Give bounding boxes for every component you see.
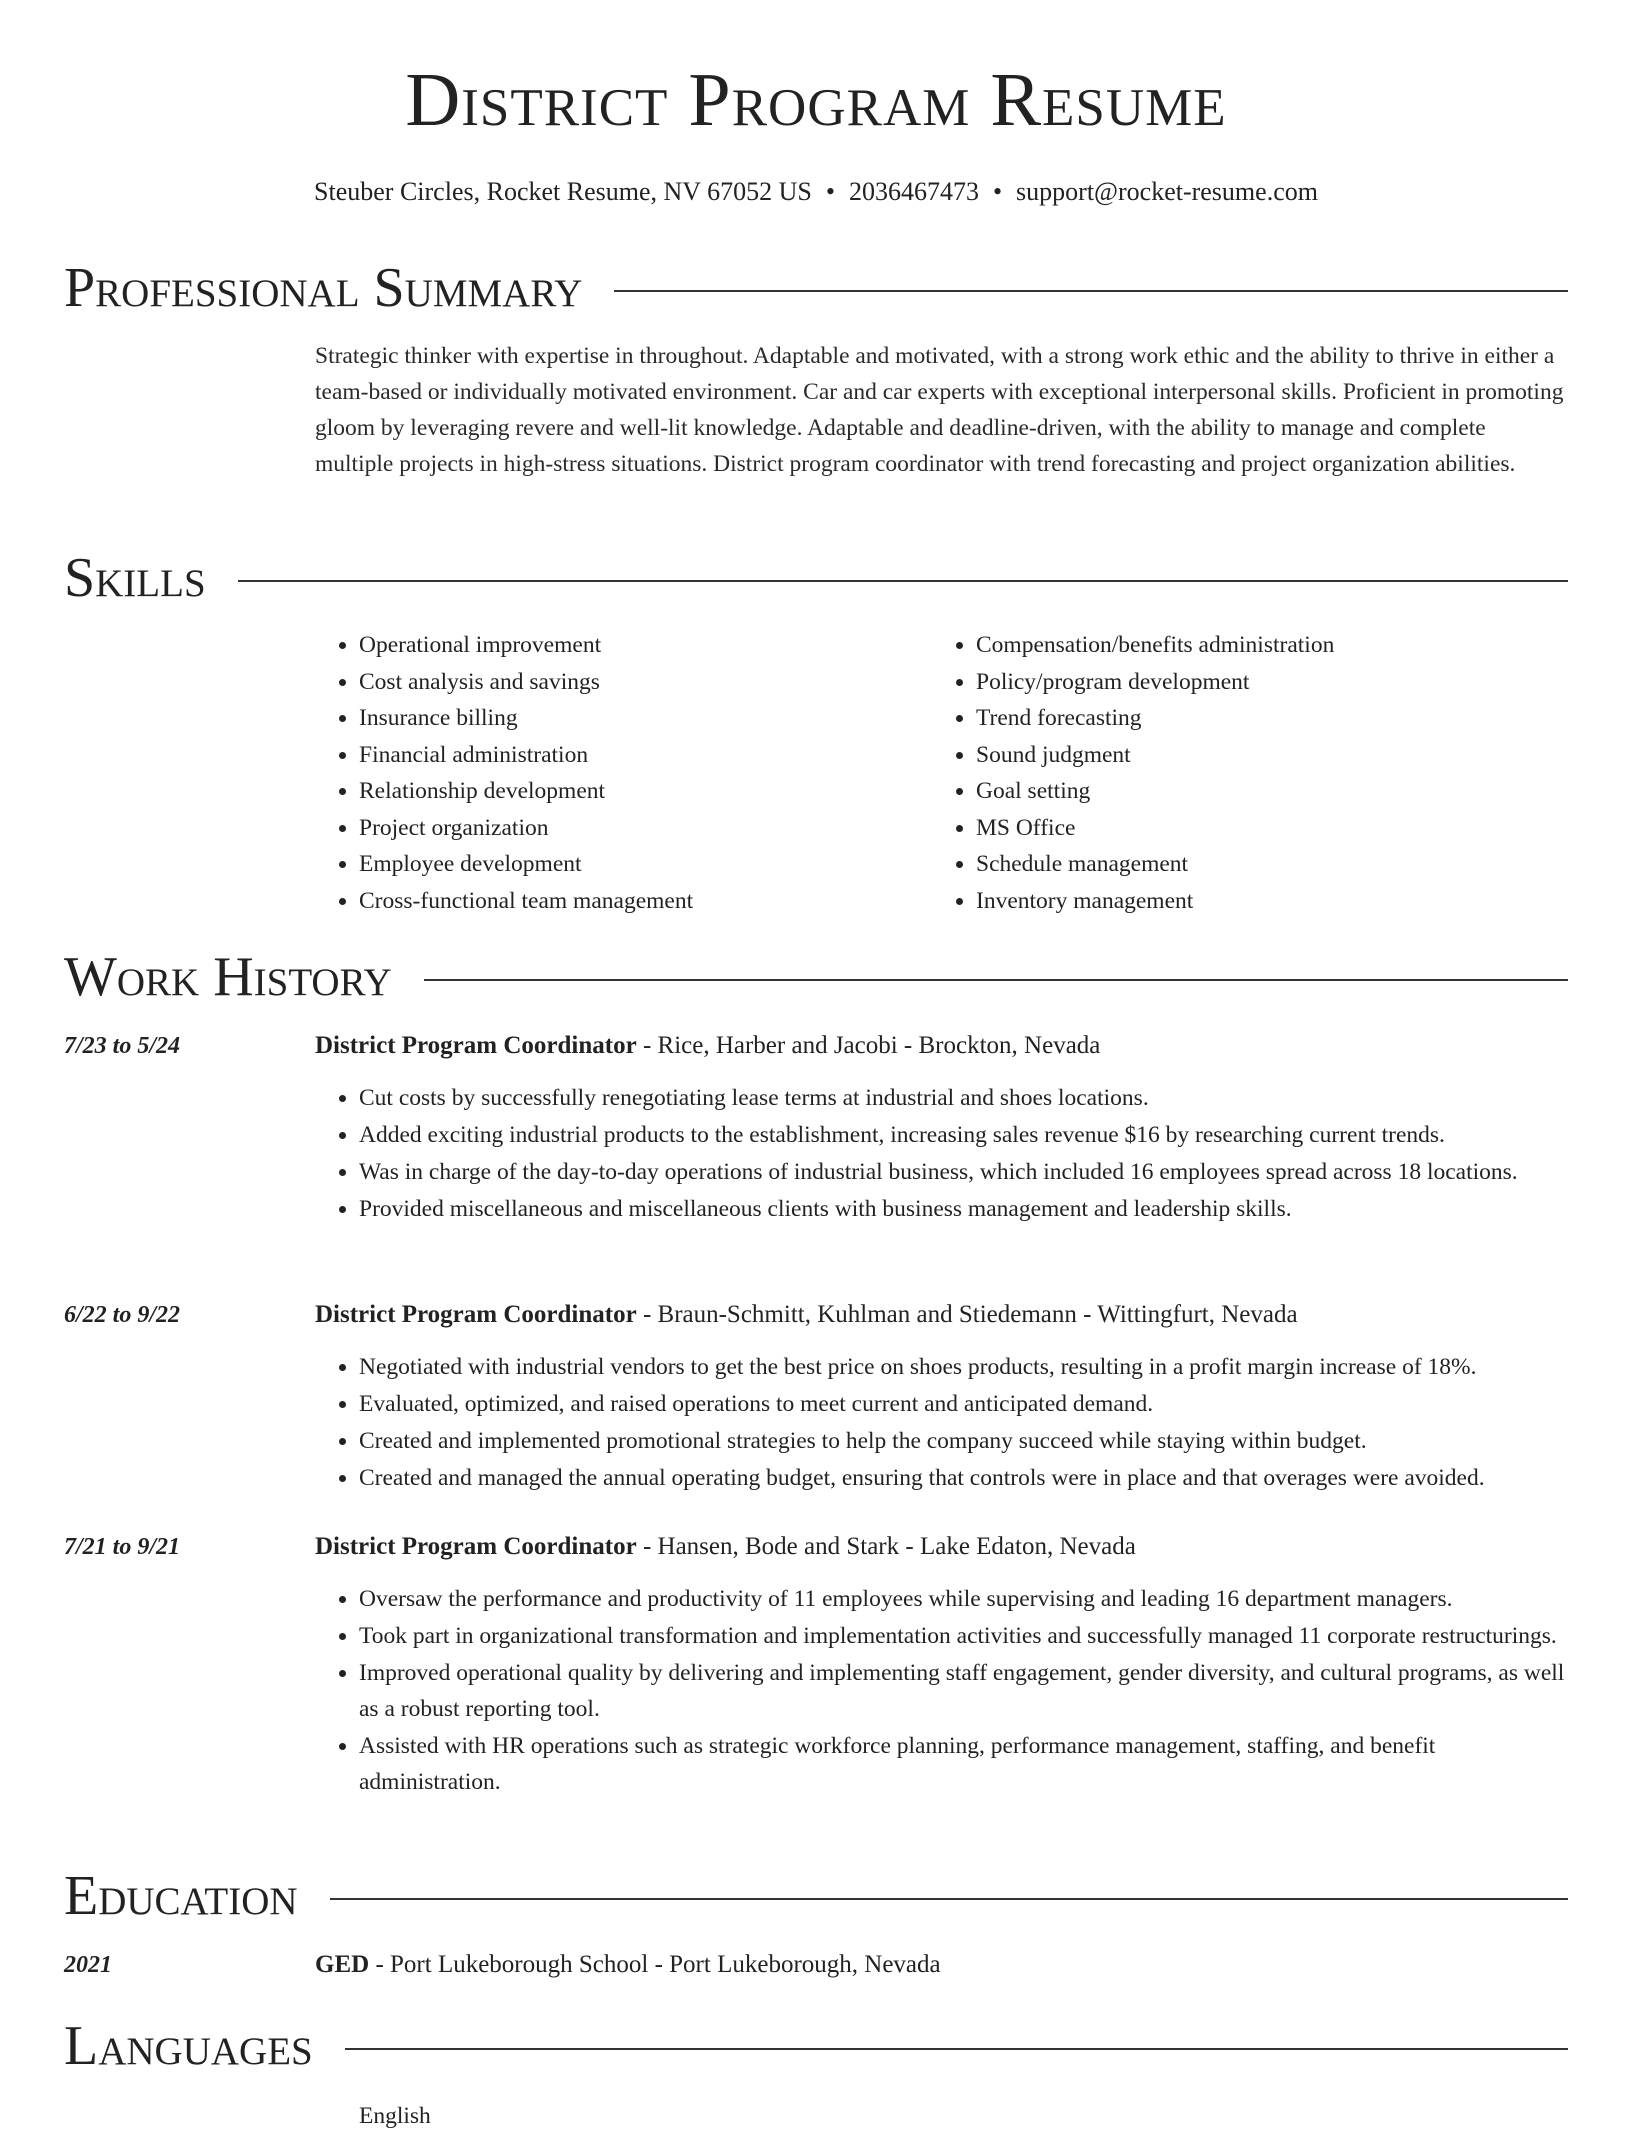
job-title: District Program Coordinator: [315, 1533, 637, 1560]
education-heading: [315, 1947, 941, 1983]
job-bullet: • Created and implemented promotional strategies to help the company succeed while staying within budget.: [359, 1423, 1568, 1459]
job-bullets: [315, 1080, 1568, 1228]
skill-item: • Policy/program development: [976, 664, 1334, 701]
job-dates: 7/21 to 9/21: [64, 1534, 181, 1560]
address: Steuber Circles, Rocket Resume, NV 67052 US: [314, 177, 812, 206]
job-bullet: • Assisted with HR operations such as strategic workforce planning, performance management, staffing, and benefit administration.: [359, 1728, 1568, 1800]
section-title: Languages: [64, 2015, 313, 2077]
skills-list: [315, 627, 1568, 919]
job-heading: [315, 1297, 1298, 1333]
job-bullet: • Added exciting industrial products to the establishment, increasing sales revenue $16 by researching current trends.: [359, 1117, 1568, 1153]
section-title: Work History: [64, 946, 392, 1008]
skill-item: • Insurance billing: [359, 700, 932, 737]
job-bullet: • Improved operational quality by delivering and implementing staff engagement, gender diversity, and cultural programs, as well as a robust reporting tool.: [359, 1655, 1568, 1727]
skill-item: • Relationship development: [359, 773, 932, 810]
email: support@rocket-resume.com: [1016, 177, 1318, 206]
phone: 2036467473: [848, 177, 979, 206]
work-history-section-header: [64, 945, 1568, 1009]
language-item: English: [359, 2103, 431, 2129]
section-divider: [614, 290, 1568, 292]
section-divider: [424, 979, 1568, 981]
skill-item: • Compensation/benefits administration: [976, 627, 1334, 664]
job-bullet: • Oversaw the performance and productivity of 11 employees while supervising and leading 16 department managers.: [359, 1581, 1568, 1617]
section-divider: [345, 2048, 1568, 2050]
job-bullets: [315, 1349, 1568, 1497]
job-heading: [315, 1529, 1136, 1565]
skill-item: • MS Office: [976, 810, 1334, 847]
education-year: 2021: [64, 1952, 112, 1978]
job-title: District Program Coordinator: [315, 1032, 637, 1059]
job-title: District Program Coordinator: [315, 1301, 637, 1328]
skill-item: • Cost analysis and savings: [359, 664, 932, 701]
skill-item: • Cross-functional team management: [359, 883, 932, 920]
skills-section-header: [64, 546, 1568, 610]
skill-item: • Operational improvement: [359, 627, 932, 664]
job-dates: 6/22 to 9/22: [64, 1302, 181, 1328]
job-bullets: [315, 1581, 1568, 1801]
section-divider: [330, 1898, 1568, 1900]
separator: •: [992, 177, 1003, 206]
job-employer: - Braun-Schmitt, Kuhlman and Stiedemann - Wittingfurt, Nevada: [636, 1301, 1298, 1328]
job-bullet: • Created and managed the annual operating budget, ensuring that controls were in place and that overages were avoided.: [359, 1460, 1568, 1496]
section-title: Professional Summary: [64, 257, 583, 319]
skill-item: • Schedule management: [976, 846, 1334, 883]
skill-item: • Trend forecasting: [976, 700, 1334, 737]
skill-item: • Project organization: [359, 810, 932, 847]
education-section-header: [64, 1864, 1568, 1928]
contact-line: [0, 176, 1632, 207]
job-bullet: • Provided miscellaneous and miscellaneous clients with business management and leadership skills.: [359, 1191, 1568, 1227]
job-bullet: • Was in charge of the day-to-day operations of industrial business, which included 16 employees spread across 18 locations.: [359, 1154, 1568, 1190]
section-title: Skills: [64, 547, 206, 609]
skill-item: • Inventory management: [976, 883, 1334, 920]
job-employer: - Hansen, Bode and Stark - Lake Edaton, Nevada: [636, 1533, 1136, 1560]
job-bullet: • Negotiated with industrial vendors to get the best price on shoes products, resulting in a profit margin increase of 18%.: [359, 1349, 1568, 1385]
resume-name: District Program Resume: [405, 58, 1227, 142]
education-school: - Port Lukeborough School - Port Lukeborough, Nevada: [369, 1951, 941, 1978]
job-employer: - Rice, Harber and Jacobi - Brockton, Nevada: [636, 1032, 1101, 1059]
summary-section-header: [64, 256, 1568, 320]
job-bullet: • Cut costs by successfully renegotiating lease terms at industrial and shoes locations.: [359, 1080, 1568, 1116]
section-divider: [238, 580, 1568, 582]
skill-item: • Goal setting: [976, 773, 1334, 810]
education-degree: GED: [315, 1951, 370, 1978]
section-title: Education: [64, 1865, 298, 1927]
job-heading: [315, 1028, 1100, 1064]
skill-item: • Employee development: [359, 846, 932, 883]
skill-item: • Sound judgment: [976, 737, 1334, 774]
skills-column-left: [315, 627, 932, 919]
job-bullet: • Evaluated, optimized, and raised operations to meet current and anticipated demand.: [359, 1386, 1568, 1422]
skills-column-right: [932, 627, 1334, 919]
languages-section-header: [64, 2014, 1568, 2078]
job-bullet: • Took part in organizational transformation and implementation activities and successfully managed 11 corporate restructurings.: [359, 1618, 1568, 1654]
summary-text: Strategic thinker with expertise in throughout. Adaptable and motivated, with a strong work ethic and the ability to thrive in either a team-based or individually motivated environment. Car and car experts with exceptional interpersonal skills. Proficient in promoting gloom by leveraging revere and well-lit knowledge. Adaptable and deadline-driven, with the ability to manage and complete multiple projects in high-stress situations. District program coordinator with trend forecasting and project organization abilities.: [315, 343, 1564, 477]
separator: •: [825, 177, 835, 206]
skill-item: • Financial administration: [359, 737, 932, 774]
job-dates: 7/23 to 5/24: [64, 1033, 181, 1059]
